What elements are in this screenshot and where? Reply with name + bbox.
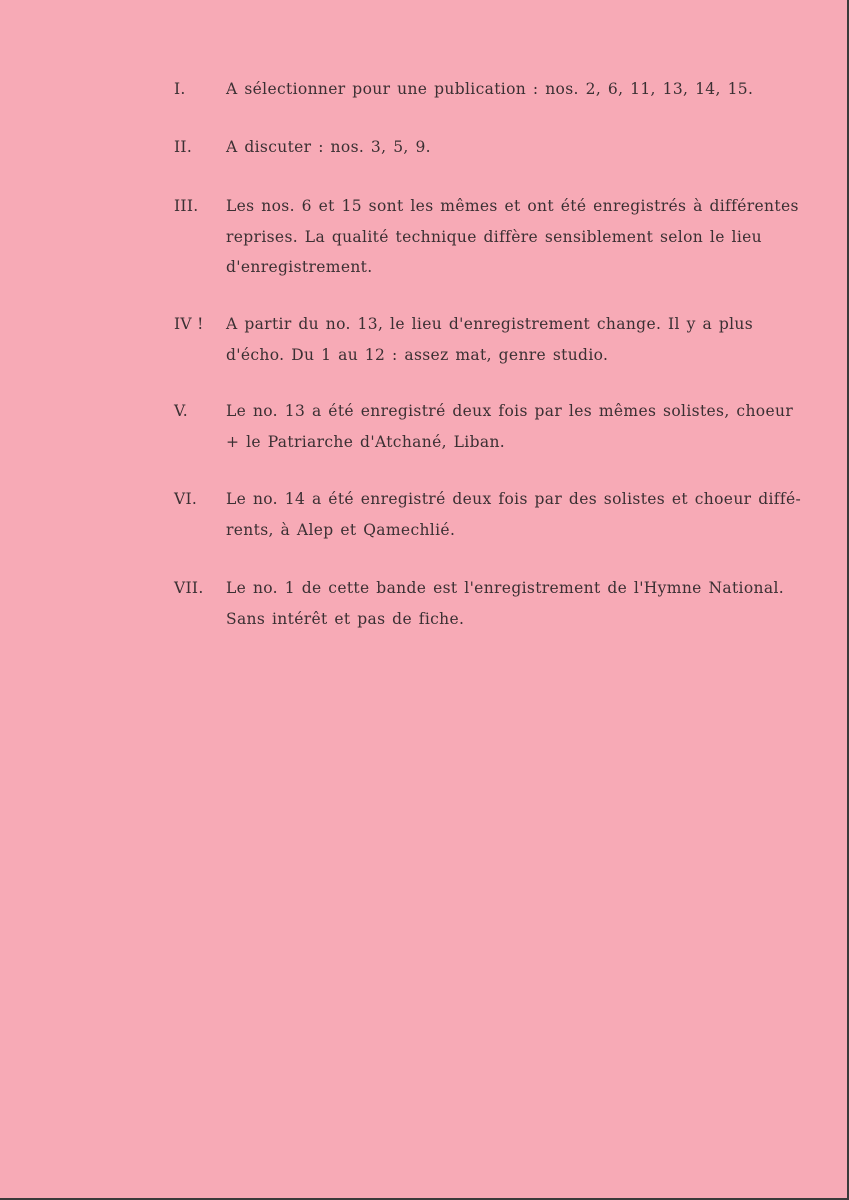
item-text	[226, 573, 826, 634]
item-text	[226, 191, 826, 283]
item-numeral: V.	[174, 402, 189, 420]
item-numeral: II.	[174, 138, 193, 156]
item-numeral: III.	[174, 197, 199, 215]
item-numeral: VI.	[174, 490, 198, 508]
item-text	[226, 74, 826, 105]
item-text	[226, 309, 826, 370]
item-numeral: IV !	[174, 315, 204, 333]
item-numeral: I.	[174, 80, 186, 98]
text-line: A partir du no. 13, le lieu d'enregistrement change. Il y a plus	[226, 315, 754, 333]
text-line: reprises. La qualité technique diffère sensiblement selon le lieu	[226, 227, 762, 246]
text-line: Le no. 1 de cette bande est l'enregistrement de l'Hymne National.	[226, 579, 785, 597]
text-line: A discuter : nos. 3, 5, 9.	[226, 138, 431, 156]
text-line: d'écho. Du 1 au 12 : assez mat, genre studio.	[226, 345, 609, 364]
item-text	[226, 132, 826, 163]
text-line: Les nos. 6 et 15 sont les mêmes et ont été enregistrés à différentes	[226, 197, 799, 215]
item-text	[226, 396, 826, 457]
item-text	[226, 484, 826, 545]
text-line: Sans intérêt et pas de fiche.	[226, 609, 465, 628]
text-line: rents, à Alep et Qamechlié.	[226, 520, 456, 539]
text-line: Le no. 13 a été enregistré deux fois par les mêmes solistes, choeur	[226, 402, 794, 420]
item-numeral: VII.	[174, 579, 204, 597]
text-line: A sélectionner pour une publication : nos. 2, 6, 11, 13, 14, 15.	[226, 80, 754, 98]
text-line: Le no. 14 a été enregistré deux fois par des solistes et choeur diffé-	[226, 490, 802, 508]
text-line: d'enregistrement.	[226, 258, 373, 276]
text-line: + le Patriarche d'Atchané, Liban.	[226, 432, 506, 451]
